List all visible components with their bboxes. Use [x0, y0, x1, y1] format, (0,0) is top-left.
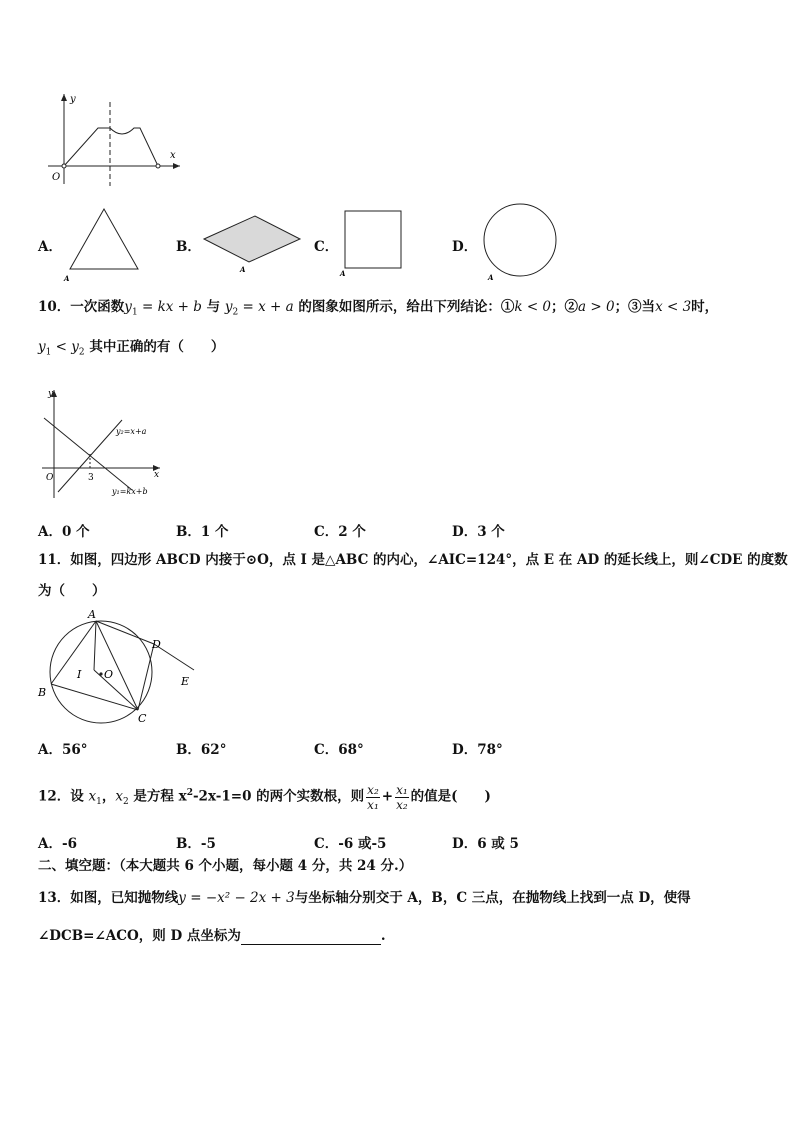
q11-label-e: E [181, 675, 190, 688]
q12-question: 12．设 $x_1$，$x_2$ 是方程 $x^2-2x-1=0$ 的两个实数根，则 $\frac{\text{x₂}}{\text{x₁}}$ + $\frac{\text{x₁}}{\text{x₂}}$ 的值是( ) [38, 782, 491, 812]
q10-option-a: A．0 个 [38, 524, 90, 540]
q10-y-label: y [48, 389, 54, 399]
q9-b-vertex: A [240, 265, 246, 274]
q11-label-i: I [77, 668, 82, 681]
q9-option-d-circle [478, 200, 562, 284]
q9-option-c-square [338, 208, 408, 280]
q12-option-c: C．-6 或-5 [314, 836, 387, 852]
q10-three-label: 3 [88, 473, 94, 483]
q11-label-d: D [152, 638, 161, 651]
q11-label-c: C [138, 712, 147, 725]
q10-option-b: B．1 个 [176, 524, 229, 540]
q9-c-vertex: A [340, 269, 346, 278]
q9-x-label: x [170, 150, 176, 161]
q10-y1-label: y₁=kx+b [112, 487, 148, 496]
q9-option-a-label: A． [38, 239, 62, 255]
q9-option-b-label: B． [176, 239, 201, 255]
q11-option-b: B．62° [176, 742, 227, 758]
q11-label-a: A [88, 608, 96, 621]
q9-a-vertex: A [64, 274, 70, 283]
q10-option-c: C．2 个 [314, 524, 366, 540]
q11-line1: 11．如图，四边形 ABCD 内接于⊙O，点 I 是△ABC 的内心，∠AIC=124°，点 E 在 AD 的延长线上，则∠CDE 的度数 [38, 552, 788, 568]
q13-answer-blank [241, 930, 381, 945]
q11-option-d: D．78° [452, 742, 503, 758]
section-heading-fill-blank: 二、填空题：（本大题共 6 个小题，每小题 4 分，共 24 分.） [38, 858, 413, 874]
q10-line2: $y_1 < y_2$ 其中正确的有（ ） [38, 339, 225, 358]
q10-option-d: D．3 个 [452, 524, 505, 540]
q9-origin-label: O [52, 172, 61, 183]
q12-fraction-2: $\frac{\text{x₁}}{\text{x₂}}$ [396, 782, 408, 812]
q10-graph [38, 384, 173, 502]
q11-option-c: C．68° [314, 742, 364, 758]
q10-line1: 10．一次函数$y_1$ = kx + b 与 $y_2 = x + a$ 的图象如图所示，给出下列结论：①k < 0；②a > 0；③当x < 3时， [38, 299, 719, 318]
q11-label-o: O [104, 668, 114, 681]
q12-option-b: B．-5 [176, 836, 216, 852]
q9-option-a-triangle [62, 205, 146, 283]
q9-option-b-rhombus [200, 212, 306, 276]
q9-d-vertex: A [488, 273, 494, 282]
q11-figure [34, 604, 204, 726]
q11-label-b: B [38, 686, 47, 699]
q12-fraction-1: $\frac{\text{x₂}}{\text{x₁}}$ [367, 782, 379, 812]
q10-origin-label: O [46, 473, 54, 483]
q9-y-label: y [70, 94, 76, 105]
q13-line2: ∠DCB=∠ACO，则 D 点坐标为 . [38, 928, 386, 944]
q9-graph [40, 88, 190, 188]
q12-option-d: D．6 或 5 [452, 836, 519, 852]
q12-option-a: A．-6 [38, 836, 77, 852]
q13-line1: 13．如图，已知抛物线y = −x² − 2x + 3与坐标轴分别交于 A，B，C 三点，在抛物线上找到一点 D，使得 [38, 890, 691, 906]
q10-x-label: x [154, 470, 160, 480]
q9-option-d-label: D． [452, 239, 478, 255]
q9-option-c-label: C． [314, 239, 339, 255]
q11-line2: 为（ ） [38, 583, 106, 599]
q10-y2-label: y₂=x+a [116, 427, 147, 436]
q11-option-a: A．56° [38, 742, 88, 758]
